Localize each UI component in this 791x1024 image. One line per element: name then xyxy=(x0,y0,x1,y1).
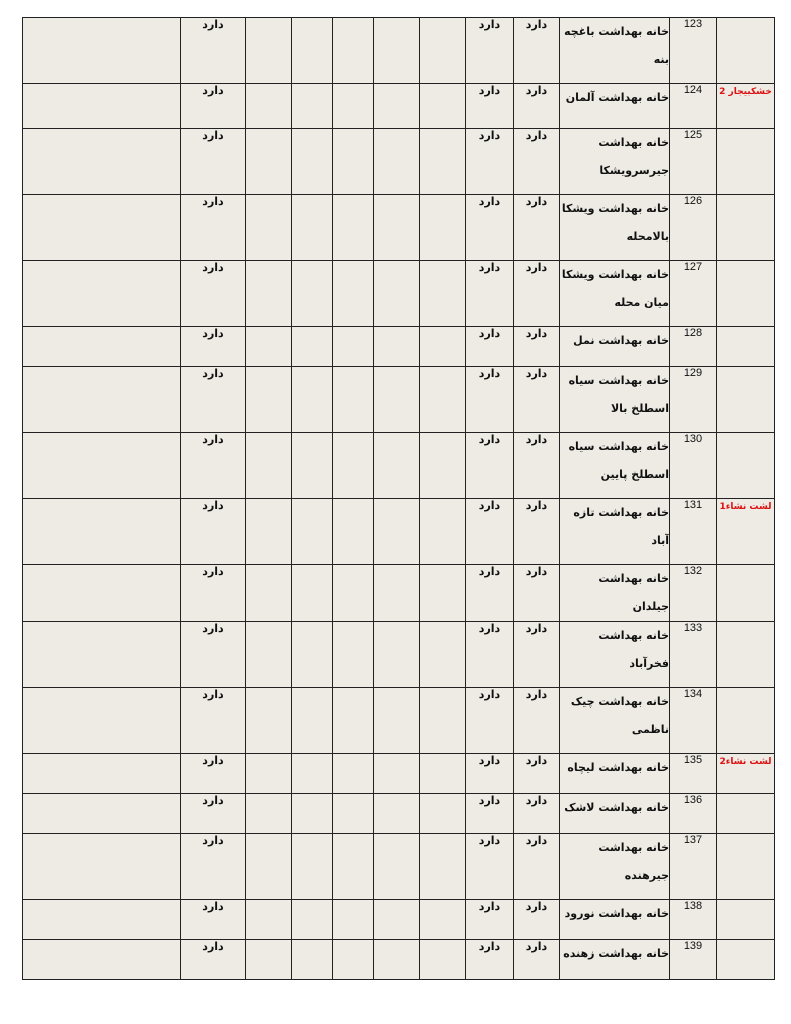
value-cell: دارد xyxy=(514,940,560,980)
empty-cell xyxy=(246,84,292,129)
empty-cell xyxy=(374,433,420,499)
row-number: 127 xyxy=(670,261,717,327)
empty-cell xyxy=(374,622,420,688)
empty-cell xyxy=(374,754,420,794)
empty-cell xyxy=(420,794,466,834)
region-cell xyxy=(717,261,775,327)
health-house-name: خانه بهداشت آلمان xyxy=(560,84,670,129)
empty-cell xyxy=(333,18,374,84)
value-cell: دارد xyxy=(466,688,514,754)
region-label xyxy=(717,622,774,624)
empty-cell xyxy=(292,622,333,688)
table-row xyxy=(23,754,775,794)
empty-cell xyxy=(23,565,181,622)
value-cell: دارد xyxy=(514,794,560,834)
health-house-name: خانه بهداشت ویشکا بالامحله xyxy=(560,195,670,261)
empty-cell xyxy=(420,499,466,565)
empty-cell xyxy=(246,195,292,261)
value-cell: دارد xyxy=(181,84,246,129)
table-row xyxy=(23,622,775,688)
region-label xyxy=(717,900,774,902)
value-cell: دارد xyxy=(466,327,514,367)
empty-cell xyxy=(246,688,292,754)
region-cell xyxy=(717,900,775,940)
empty-cell xyxy=(374,900,420,940)
empty-cell xyxy=(333,261,374,327)
region-label xyxy=(717,129,774,131)
value-cell: دارد xyxy=(466,900,514,940)
value-cell: دارد xyxy=(466,834,514,900)
empty-cell xyxy=(292,18,333,84)
empty-cell xyxy=(246,834,292,900)
empty-cell xyxy=(292,195,333,261)
row-number: 126 xyxy=(670,195,717,261)
table-row xyxy=(23,499,775,565)
table-row xyxy=(23,84,775,129)
table-row xyxy=(23,900,775,940)
region-label xyxy=(717,18,774,20)
empty-cell xyxy=(374,367,420,433)
value-cell: دارد xyxy=(181,834,246,900)
table-row xyxy=(23,794,775,834)
empty-cell xyxy=(420,129,466,195)
table-row xyxy=(23,195,775,261)
row-number: 128 xyxy=(670,327,717,367)
health-house-name: خانه بهداشت چیک ناظمی xyxy=(560,688,670,754)
empty-cell xyxy=(246,367,292,433)
empty-cell xyxy=(333,129,374,195)
region-cell xyxy=(717,499,775,565)
region-cell xyxy=(717,622,775,688)
table-row xyxy=(23,327,775,367)
value-cell: دارد xyxy=(466,18,514,84)
empty-cell xyxy=(292,499,333,565)
region-label xyxy=(717,195,774,197)
region-cell xyxy=(717,327,775,367)
table-row xyxy=(23,565,775,622)
empty-cell xyxy=(420,834,466,900)
region-cell xyxy=(717,18,775,84)
table-row xyxy=(23,261,775,327)
empty-cell xyxy=(23,433,181,499)
row-number: 139 xyxy=(670,940,717,980)
empty-cell xyxy=(246,129,292,195)
region-label xyxy=(717,940,774,942)
table-row xyxy=(23,433,775,499)
table-body xyxy=(23,18,775,980)
value-cell: دارد xyxy=(514,367,560,433)
region-cell xyxy=(717,433,775,499)
empty-cell xyxy=(374,261,420,327)
region-label xyxy=(717,433,774,435)
value-cell: دارد xyxy=(514,900,560,940)
region-cell xyxy=(717,794,775,834)
empty-cell xyxy=(420,688,466,754)
empty-cell xyxy=(374,834,420,900)
empty-cell xyxy=(292,834,333,900)
table-row xyxy=(23,129,775,195)
region-label: لشت نشاء1 xyxy=(719,502,772,512)
value-cell: دارد xyxy=(514,327,560,367)
empty-cell xyxy=(333,622,374,688)
value-cell: دارد xyxy=(181,794,246,834)
empty-cell xyxy=(246,327,292,367)
empty-cell xyxy=(23,622,181,688)
row-number: 129 xyxy=(670,367,717,433)
empty-cell xyxy=(420,900,466,940)
value-cell: دارد xyxy=(514,195,560,261)
health-house-name: خانه بهداشت فخرآباد xyxy=(560,622,670,688)
value-cell: دارد xyxy=(181,754,246,794)
row-number: 135 xyxy=(670,754,717,794)
empty-cell xyxy=(246,794,292,834)
value-cell: دارد xyxy=(466,754,514,794)
empty-cell xyxy=(246,18,292,84)
row-number: 138 xyxy=(670,900,717,940)
value-cell: دارد xyxy=(181,261,246,327)
value-cell: دارد xyxy=(514,129,560,195)
value-cell: دارد xyxy=(466,794,514,834)
empty-cell xyxy=(292,84,333,129)
health-house-name: خانه بهداشت جیلدان xyxy=(560,565,670,622)
value-cell: دارد xyxy=(181,18,246,84)
empty-cell xyxy=(374,84,420,129)
empty-cell xyxy=(420,565,466,622)
empty-cell xyxy=(333,900,374,940)
empty-cell xyxy=(374,327,420,367)
empty-cell xyxy=(292,367,333,433)
empty-cell xyxy=(420,940,466,980)
empty-cell xyxy=(23,18,181,84)
empty-cell xyxy=(292,327,333,367)
empty-cell xyxy=(292,433,333,499)
empty-cell xyxy=(420,195,466,261)
empty-cell xyxy=(374,195,420,261)
region-cell xyxy=(717,129,775,195)
empty-cell xyxy=(23,327,181,367)
row-number: 125 xyxy=(670,129,717,195)
health-house-table xyxy=(22,17,775,980)
value-cell: دارد xyxy=(466,367,514,433)
empty-cell xyxy=(23,940,181,980)
empty-cell xyxy=(246,900,292,940)
region-cell xyxy=(717,84,775,129)
empty-cell xyxy=(246,940,292,980)
table-row xyxy=(23,367,775,433)
value-cell: دارد xyxy=(514,18,560,84)
empty-cell xyxy=(333,794,374,834)
empty-cell xyxy=(333,940,374,980)
empty-cell xyxy=(374,688,420,754)
row-number: 132 xyxy=(670,565,717,622)
empty-cell xyxy=(333,327,374,367)
value-cell: دارد xyxy=(181,688,246,754)
health-house-name: خانه بهداشت جیرهنده xyxy=(560,834,670,900)
row-number: 123 xyxy=(670,18,717,84)
empty-cell xyxy=(23,794,181,834)
region-label xyxy=(717,367,774,369)
row-number: 134 xyxy=(670,688,717,754)
value-cell: دارد xyxy=(514,499,560,565)
health-house-name: خانه بهداشت جیرسرویشکا xyxy=(560,129,670,195)
value-cell: دارد xyxy=(466,195,514,261)
region-cell xyxy=(717,940,775,980)
empty-cell xyxy=(23,834,181,900)
value-cell: دارد xyxy=(181,900,246,940)
empty-cell xyxy=(333,433,374,499)
empty-cell xyxy=(333,565,374,622)
health-house-name: خانه بهداشت سیاه اسطلخ پایین xyxy=(560,433,670,499)
empty-cell xyxy=(292,565,333,622)
region-cell xyxy=(717,565,775,622)
empty-cell xyxy=(333,834,374,900)
health-house-name: خانه بهداشت لاشک xyxy=(560,794,670,834)
region-label xyxy=(717,565,774,567)
region-cell xyxy=(717,834,775,900)
value-cell: دارد xyxy=(181,622,246,688)
empty-cell xyxy=(246,622,292,688)
row-number: 131 xyxy=(670,499,717,565)
region-label xyxy=(717,794,774,796)
empty-cell xyxy=(292,688,333,754)
empty-cell xyxy=(333,84,374,129)
empty-cell xyxy=(292,261,333,327)
empty-cell xyxy=(374,499,420,565)
empty-cell xyxy=(420,261,466,327)
value-cell: دارد xyxy=(514,433,560,499)
region-cell xyxy=(717,688,775,754)
health-house-name: خانه بهداشت ویشکا میان محله xyxy=(560,261,670,327)
value-cell: دارد xyxy=(466,565,514,622)
empty-cell xyxy=(23,900,181,940)
value-cell: دارد xyxy=(514,261,560,327)
row-number: 124 xyxy=(670,84,717,129)
empty-cell xyxy=(23,367,181,433)
value-cell: دارد xyxy=(466,940,514,980)
health-house-name: خانه بهداشت نورود xyxy=(560,900,670,940)
empty-cell xyxy=(374,18,420,84)
empty-cell xyxy=(23,754,181,794)
empty-cell xyxy=(333,754,374,794)
value-cell: دارد xyxy=(514,834,560,900)
empty-cell xyxy=(246,754,292,794)
empty-cell xyxy=(333,499,374,565)
empty-cell xyxy=(23,499,181,565)
empty-cell xyxy=(246,261,292,327)
health-house-name: خانه بهداشت تازه آباد xyxy=(560,499,670,565)
empty-cell xyxy=(23,688,181,754)
table-row xyxy=(23,834,775,900)
empty-cell xyxy=(333,195,374,261)
region-label xyxy=(717,688,774,690)
empty-cell xyxy=(374,565,420,622)
region-label: خشکبیجار 2 xyxy=(719,87,772,97)
table-row xyxy=(23,18,775,84)
empty-cell xyxy=(292,794,333,834)
empty-cell xyxy=(420,18,466,84)
table-row xyxy=(23,688,775,754)
empty-cell xyxy=(246,499,292,565)
empty-cell xyxy=(420,327,466,367)
region-label xyxy=(717,327,774,329)
region-cell xyxy=(717,367,775,433)
empty-cell xyxy=(420,754,466,794)
value-cell: دارد xyxy=(466,499,514,565)
region-label xyxy=(717,834,774,836)
region-label xyxy=(717,261,774,263)
empty-cell xyxy=(333,688,374,754)
value-cell: دارد xyxy=(514,754,560,794)
health-house-name: خانه بهداشت نمل xyxy=(560,327,670,367)
row-number: 130 xyxy=(670,433,717,499)
empty-cell xyxy=(333,367,374,433)
empty-cell xyxy=(374,129,420,195)
empty-cell xyxy=(246,433,292,499)
empty-cell xyxy=(23,84,181,129)
empty-cell xyxy=(420,622,466,688)
health-house-name: خانه بهداشت سیاه اسطلخ بالا xyxy=(560,367,670,433)
health-house-name: خانه بهداشت باغچه بنه xyxy=(560,18,670,84)
value-cell: دارد xyxy=(181,367,246,433)
region-label: لشت نشاء2 xyxy=(719,757,772,767)
value-cell: دارد xyxy=(514,84,560,129)
value-cell: دارد xyxy=(181,940,246,980)
value-cell: دارد xyxy=(514,688,560,754)
empty-cell xyxy=(374,794,420,834)
empty-cell xyxy=(420,84,466,129)
table-row xyxy=(23,940,775,980)
empty-cell xyxy=(23,261,181,327)
value-cell: دارد xyxy=(181,195,246,261)
empty-cell xyxy=(23,129,181,195)
value-cell: دارد xyxy=(514,622,560,688)
region-cell xyxy=(717,754,775,794)
value-cell: دارد xyxy=(466,622,514,688)
empty-cell xyxy=(292,754,333,794)
value-cell: دارد xyxy=(181,565,246,622)
value-cell: دارد xyxy=(181,129,246,195)
row-number: 136 xyxy=(670,794,717,834)
empty-cell xyxy=(246,565,292,622)
value-cell: دارد xyxy=(466,129,514,195)
health-house-name: خانه بهداشت زهنده xyxy=(560,940,670,980)
empty-cell xyxy=(420,367,466,433)
value-cell: دارد xyxy=(181,433,246,499)
value-cell: دارد xyxy=(181,499,246,565)
health-house-name: خانه بهداشت لیچاه xyxy=(560,754,670,794)
value-cell: دارد xyxy=(466,433,514,499)
empty-cell xyxy=(420,433,466,499)
value-cell: دارد xyxy=(466,84,514,129)
value-cell: دارد xyxy=(466,261,514,327)
empty-cell xyxy=(23,195,181,261)
region-cell xyxy=(717,195,775,261)
empty-cell xyxy=(292,940,333,980)
row-number: 133 xyxy=(670,622,717,688)
value-cell: دارد xyxy=(514,565,560,622)
value-cell: دارد xyxy=(181,327,246,367)
row-number: 137 xyxy=(670,834,717,900)
empty-cell xyxy=(292,900,333,940)
empty-cell xyxy=(374,940,420,980)
empty-cell xyxy=(292,129,333,195)
